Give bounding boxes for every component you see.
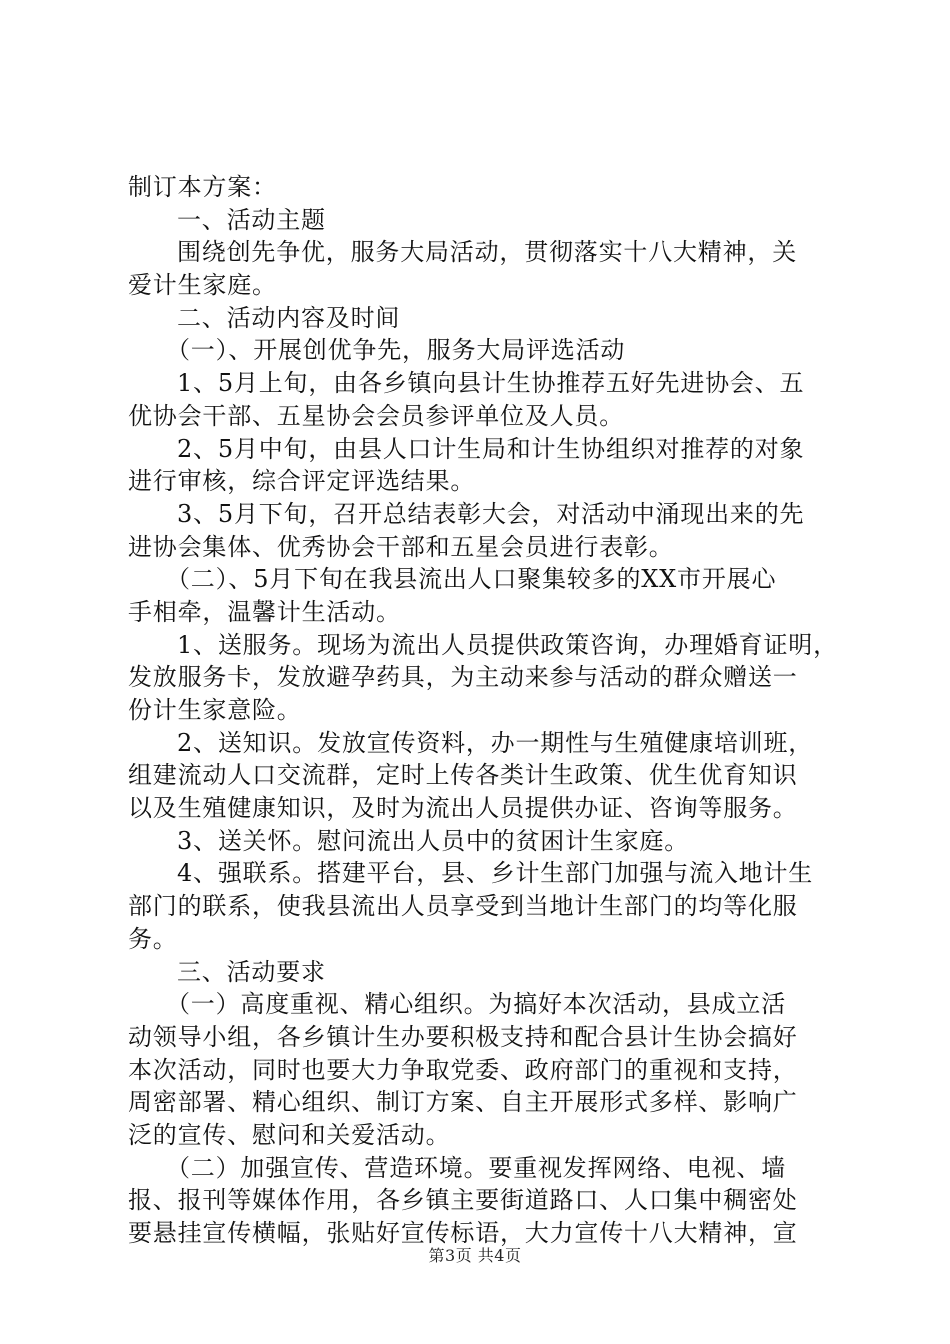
section-heading-requirements: 三、活动要求 [177,957,326,986]
text-line: （二）加强宣传、营造环境。要重视发挥网络、电视、墙 [166,1153,786,1182]
text-line: 发放服务卡，发放避孕药具，为主动来参与活动的群众赠送一 [128,663,798,692]
subsection-heading-2: （二）、5月下旬在我县流出人口聚集较多的XX市开展心 [166,565,777,594]
text-line: 动领导小组，各乡镇计生办要积极支持和配合县计生协会搞好 [128,1022,798,1051]
text-line: 手相牵，温馨计生活动。 [128,597,401,626]
text-line: 2、送知识。发放宣传资料，办一期性与生殖健康培训班， [177,728,814,757]
text-line: 优协会干部、五星协会会员参评单位及人员。 [128,401,624,430]
text-line: 务。 [128,924,178,953]
text-line: 1、5月上旬，由各乡镇向县计生协推荐五好先进协会、五 [177,369,805,398]
text-line: 部门的联系，使我县流出人员享受到当地计生部门的均等化服 [128,892,798,921]
text-line: 本次活动，同时也要大力争取党委、政府部门的重视和支持， [128,1055,798,1084]
text-line: 要悬挂宣传横幅，张贴好宣传标语，大力宣传十八大精神，宣 [128,1219,798,1247]
text-line: 3、送关怀。慰问流出人员中的贫困计生家庭。 [177,826,690,855]
text-line: 围绕创先争优，服务大局活动，贯彻落实十八大精神，关 [177,238,797,267]
text-line: 泛的宣传、慰问和关爱活动。 [128,1120,451,1149]
text-line: 制订本方案： [128,173,277,201]
text-line: （一）高度重视、精心组织。为搞好本次活动，县成立活 [166,990,786,1019]
text-line: 以及生殖健康知识，及时为流出人员提供办证、咨询等服务。 [128,794,798,823]
text-line: 进行审核，综合评定评选结果。 [128,467,476,496]
text-line: 2、5月中旬，由县人口计生局和计生协组织对推荐的对象 [177,434,805,463]
section-heading-content: 二、活动内容及时间 [177,303,401,332]
text-line: 组建流动人口交流群，定时上传各类计生政策、优生优育知识 [128,761,798,790]
subsection-heading-1: （一）、开展创优争先，服务大局评选活动 [166,336,626,365]
section-heading-theme: 一、活动主题 [177,205,326,234]
text-line: 3、5月下旬，召开总结表彰大会，对活动中涌现出来的先 [177,499,805,528]
text-line: 1、送服务。现场为流出人员提供政策咨询，办理婚育证明， [177,630,838,659]
text-line: 进协会集体、优秀协会干部和五星会员进行表彰。 [128,532,674,561]
text-line: 报、报刊等媒体作用，各乡镇主要街道路口、人口集中稠密处 [128,1186,798,1215]
document-body [128,171,838,1250]
text-line: 4、强联系。搭建平台，县、乡计生部门加强与流入地计生 [177,859,814,888]
page-number: 第3页 共4页 [428,1246,522,1265]
text-line: 爱计生家庭。 [128,271,277,300]
text-line: 份计生家意险。 [128,696,302,724]
text-line: 周密部署、精心组织、制订方案、自主开展形式多样、影响广 [128,1088,798,1117]
